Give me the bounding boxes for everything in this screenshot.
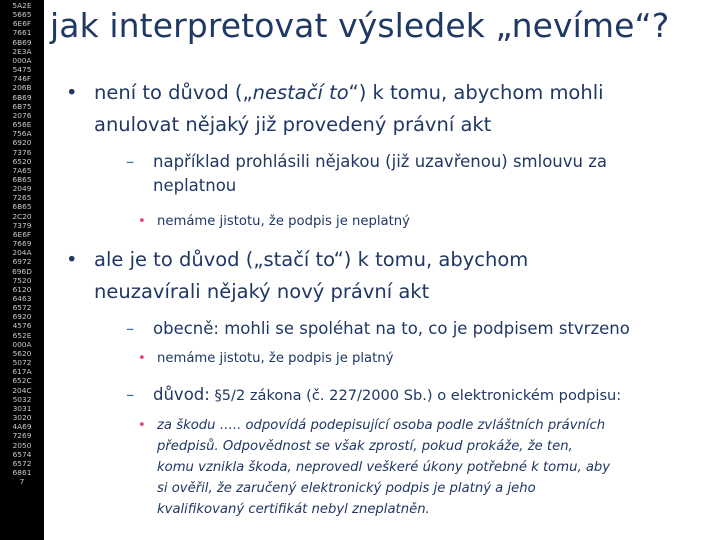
sub-bullet-reason-law: důvod: §5/2 zákona (č. 227/2000 Sb.) o elektronickém podpisu:: [153, 385, 622, 404]
sidebar-code: 000A: [12, 339, 32, 349]
sidebar-code: 652E: [12, 330, 32, 340]
sidebar-code: 6920: [12, 138, 32, 148]
sidebar-code: 6463: [12, 294, 32, 303]
sidebar-code: 6920: [12, 312, 32, 322]
sidebar-code: 6120: [12, 284, 32, 294]
bullet-text-is-reason: ale je to důvod („stačí to“) k tomu, abychom neuzavírali nějaký nový právní akt: [94, 248, 529, 303]
sidebar-code: 5A2E: [12, 1, 32, 10]
sidebar-code: 7661: [12, 28, 32, 38]
sidebar-code: 2050: [12, 440, 32, 450]
sidebar-code: 6572: [12, 458, 32, 468]
sidebar-code: 4A69: [12, 422, 32, 432]
sidebar-code: 206B: [12, 83, 32, 93]
bullet-text-not-reason: není to důvod („nestačí to“) k tomu, abychom mohli anulovat nějaký již provedený právní akt: [94, 81, 604, 136]
sidebar-code: 3020: [12, 413, 32, 423]
sidebar-code: 6520: [12, 156, 32, 166]
sidebar-code: 7265: [12, 193, 32, 203]
sidebar-code: 756A: [12, 129, 32, 139]
sidebar-code: 5620: [12, 348, 32, 358]
sidebar-code: 7269: [12, 431, 32, 441]
sidebar-code: 6574: [12, 449, 32, 459]
small-bullet-marker: •: [138, 418, 146, 433]
sidebar-code: 2C20: [12, 211, 32, 221]
sidebar-code: 656E: [12, 120, 32, 130]
sidebar-code: 7A65: [12, 165, 32, 175]
sidebar-code: 7669: [12, 239, 32, 249]
small-bullet-marker: •: [138, 351, 146, 366]
dash-marker: –: [126, 385, 135, 404]
sidebar-code: 696D: [12, 266, 32, 276]
slide-title: jak interpretovat výsledek „nevíme“?: [50, 6, 670, 45]
sidebar-code: 6E6F: [12, 19, 32, 29]
sidebar-code: 4576: [12, 321, 32, 331]
sidebar-code: 5475: [12, 65, 32, 75]
sidebar-code: 204A: [12, 248, 32, 258]
bullet-marker: •: [66, 81, 78, 104]
sidebar-code: 5032: [12, 394, 32, 404]
bullet-marker: •: [66, 248, 78, 271]
sidebar-code: 6B69: [12, 37, 32, 47]
dash-marker: –: [126, 152, 135, 171]
sidebar-code: 6B65: [12, 174, 32, 184]
sidebar-code: 7520: [12, 275, 32, 285]
sidebar-code: 6B65: [12, 202, 32, 212]
sidebar-code: 204C: [12, 385, 32, 395]
sub-sub-bullet-valid: nemáme jistotu, že podpis je platný: [157, 351, 394, 366]
sidebar-code: 746F: [12, 74, 32, 84]
sidebar-code: 3031: [12, 403, 32, 413]
sidebar-code: 652C: [12, 376, 32, 386]
sidebar-code: 5665: [12, 10, 32, 20]
sub-bullet-example: například prohlásili nějakou (již uzavřenou) smlouvu za neplatnou: [153, 152, 607, 195]
small-bullet-marker: •: [138, 214, 146, 229]
sub-bullet-generally: obecně: mohli se spoléhat na to, co je podpisem stvrzeno: [153, 319, 630, 338]
sidebar-code: 617A: [12, 367, 32, 377]
sidebar-code: 7: [19, 477, 25, 487]
sidebar-code: 2049: [12, 184, 32, 194]
sidebar-code: 6B75: [12, 101, 32, 111]
sidebar-code: 6E6F: [12, 229, 32, 239]
dash-marker: –: [126, 319, 135, 338]
sidebar-code: 5072: [12, 358, 32, 368]
sidebar-code: 6B69: [12, 92, 32, 102]
sidebar-code: 000A: [12, 55, 32, 65]
sidebar-code: 2076: [12, 110, 32, 120]
sidebar-code: 6972: [12, 257, 32, 267]
sidebar-code: 7379: [12, 220, 32, 230]
law-quote: za škodu ….. odpovídá podepisující osoba podle zvláštních právních předpisů. Odpovědnost se však zprostí, pokud prokáže, že ten, komu vznikla škoda, neprovedl veškeré úkony potřebné k tomu, aby si ověřil, že zaručený elektronický podpis je platný a jeho kvalifikovaný certifikát nebyl zneplatněn.: [157, 418, 611, 517]
sidebar-code: 6572: [12, 303, 32, 313]
sidebar-code: 2E3A: [12, 46, 32, 56]
sub-sub-bullet-invalid: nemáme jistotu, že podpis je neplatný: [157, 214, 410, 229]
sidebar-code: 6861: [12, 467, 32, 477]
sidebar-code: 7376: [12, 147, 32, 157]
